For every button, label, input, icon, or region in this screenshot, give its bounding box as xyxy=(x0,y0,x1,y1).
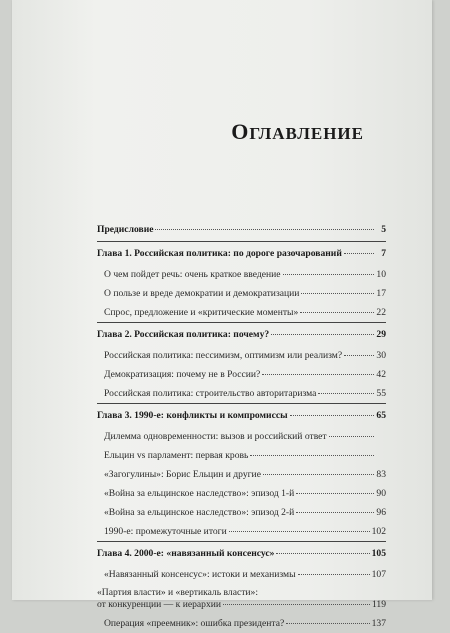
toc-chapter-entry xyxy=(97,218,386,241)
toc-entry-title: Ельцин vs парламент: первая кровь xyxy=(104,450,249,461)
dot-leader xyxy=(263,474,374,475)
dot-leader xyxy=(329,436,374,437)
dot-leader xyxy=(290,415,374,416)
toc-entry-page: 102 xyxy=(371,526,386,537)
toc-entry-page: 42 xyxy=(376,369,386,380)
toc-entry-page: 90 xyxy=(376,488,386,499)
toc-entry-title: Предисловие xyxy=(97,224,154,235)
page-title xyxy=(12,119,432,145)
toc-entry-title: О чем пойдет речь: очень краткое введение xyxy=(104,269,281,280)
toc-entry-page: 7 xyxy=(381,248,386,259)
toc-entry-title: Российская политика: строительство авторитаризма xyxy=(104,388,317,399)
toc-entry-page: 30 xyxy=(376,350,386,361)
toc-entry-title-continued: от конкуренции — к иерархии xyxy=(97,599,222,610)
dot-leader xyxy=(262,374,374,375)
toc-section-entry xyxy=(97,346,386,365)
toc-chapter-entry xyxy=(97,404,386,427)
table-of-contents xyxy=(97,218,386,633)
toc-entry-page: 65 xyxy=(376,410,386,421)
toc-section-entry xyxy=(97,446,386,465)
toc-section-entry xyxy=(97,303,386,322)
toc-chapter-entry xyxy=(97,323,386,346)
toc-section-entry xyxy=(97,614,386,633)
toc-entry-page: 83 xyxy=(376,469,386,480)
toc-entry-title: 1990-е: промежуточные итоги xyxy=(104,526,227,537)
dot-leader xyxy=(298,574,370,575)
toc-section-entry xyxy=(97,427,386,446)
dot-leader xyxy=(318,393,374,394)
toc-entry-title: «Загогулины»: Борис Ельцин и другие xyxy=(104,469,261,480)
dot-leader xyxy=(250,455,374,456)
toc-entry-page: 5 xyxy=(381,224,386,235)
dot-leader xyxy=(286,623,369,624)
toc-entry-title: Демократизация: почему не в России? xyxy=(104,369,261,380)
dot-leader xyxy=(283,274,375,275)
toc-entry-title: Дилемма одновременности: вызов и российский ответ xyxy=(104,431,327,442)
dot-leader xyxy=(155,229,374,230)
toc-entry-page: 55 xyxy=(376,388,386,399)
toc-entry-page: 105 xyxy=(371,548,386,559)
toc-entry-page: 17 xyxy=(376,288,386,299)
dot-leader xyxy=(300,312,374,313)
toc-entry-page: 107 xyxy=(371,569,386,580)
toc-section-entry xyxy=(97,522,386,541)
toc-section-entry xyxy=(97,265,386,284)
toc-entry-page: 29 xyxy=(376,329,386,340)
toc-entry-page: 119 xyxy=(371,599,386,610)
toc-section-entry xyxy=(97,484,386,503)
toc-entry-title: Глава 2. Российская политика: почему? xyxy=(97,329,270,340)
title-cap: О xyxy=(231,119,250,144)
dot-leader xyxy=(301,293,374,294)
toc-chapter-entry xyxy=(97,242,386,265)
dot-leader xyxy=(229,531,370,532)
toc-entry-title: «Война за ельцинское наследство»: эпизод 1-й xyxy=(104,488,295,499)
dot-leader xyxy=(276,553,369,554)
toc-chapter-entry xyxy=(97,542,386,565)
dot-leader xyxy=(223,604,370,605)
toc-entry-title: Российская политика: пессимизм, оптимизм или реализм? xyxy=(104,350,343,361)
dot-leader xyxy=(296,493,374,494)
dot-leader xyxy=(296,512,374,513)
toc-section-entry xyxy=(97,465,386,484)
dot-leader xyxy=(344,253,374,254)
toc-entry-title: Спрос, предложение и «критические моменты» xyxy=(104,307,299,318)
toc-entry-title: О пользе и вреде демократии и демократизации xyxy=(104,288,300,299)
toc-section-entry xyxy=(97,565,386,584)
toc-section-entry xyxy=(97,384,386,403)
toc-entry-title: Глава 4. 2000-е: «навязанный консенсус» xyxy=(97,548,275,559)
dot-leader xyxy=(271,334,374,335)
toc-section-entry xyxy=(97,365,386,384)
toc-entry-title: Операция «преемник»: ошибка президента? xyxy=(104,618,285,629)
toc-entry-page: 22 xyxy=(376,307,386,318)
toc-section-entry xyxy=(97,584,386,614)
toc-entry-title: Глава 1. Российская политика: по дороге разочарований xyxy=(97,248,342,259)
bleed-through-text xyxy=(37,0,432,100)
toc-entry-page: 137 xyxy=(371,618,386,629)
toc-entry-page: 10 xyxy=(376,269,386,280)
toc-entry-title: «Партия власти» и «вертикаль власти»: xyxy=(97,587,258,598)
book-page xyxy=(12,0,432,629)
toc-entry-title: «Навязанный консенсус»: истоки и механизмы xyxy=(104,569,296,580)
dot-leader xyxy=(344,355,374,356)
toc-section-entry xyxy=(97,284,386,303)
toc-section-entry xyxy=(97,503,386,522)
toc-entry-page: 96 xyxy=(376,507,386,518)
title-rest: ГЛАВЛЕНИЕ xyxy=(249,124,364,143)
toc-entry-title: «Война за ельцинское наследство»: эпизод 2-й xyxy=(104,507,295,518)
toc-entry-title: Глава 3. 1990-е: конфликты и компромиссы xyxy=(97,410,288,421)
